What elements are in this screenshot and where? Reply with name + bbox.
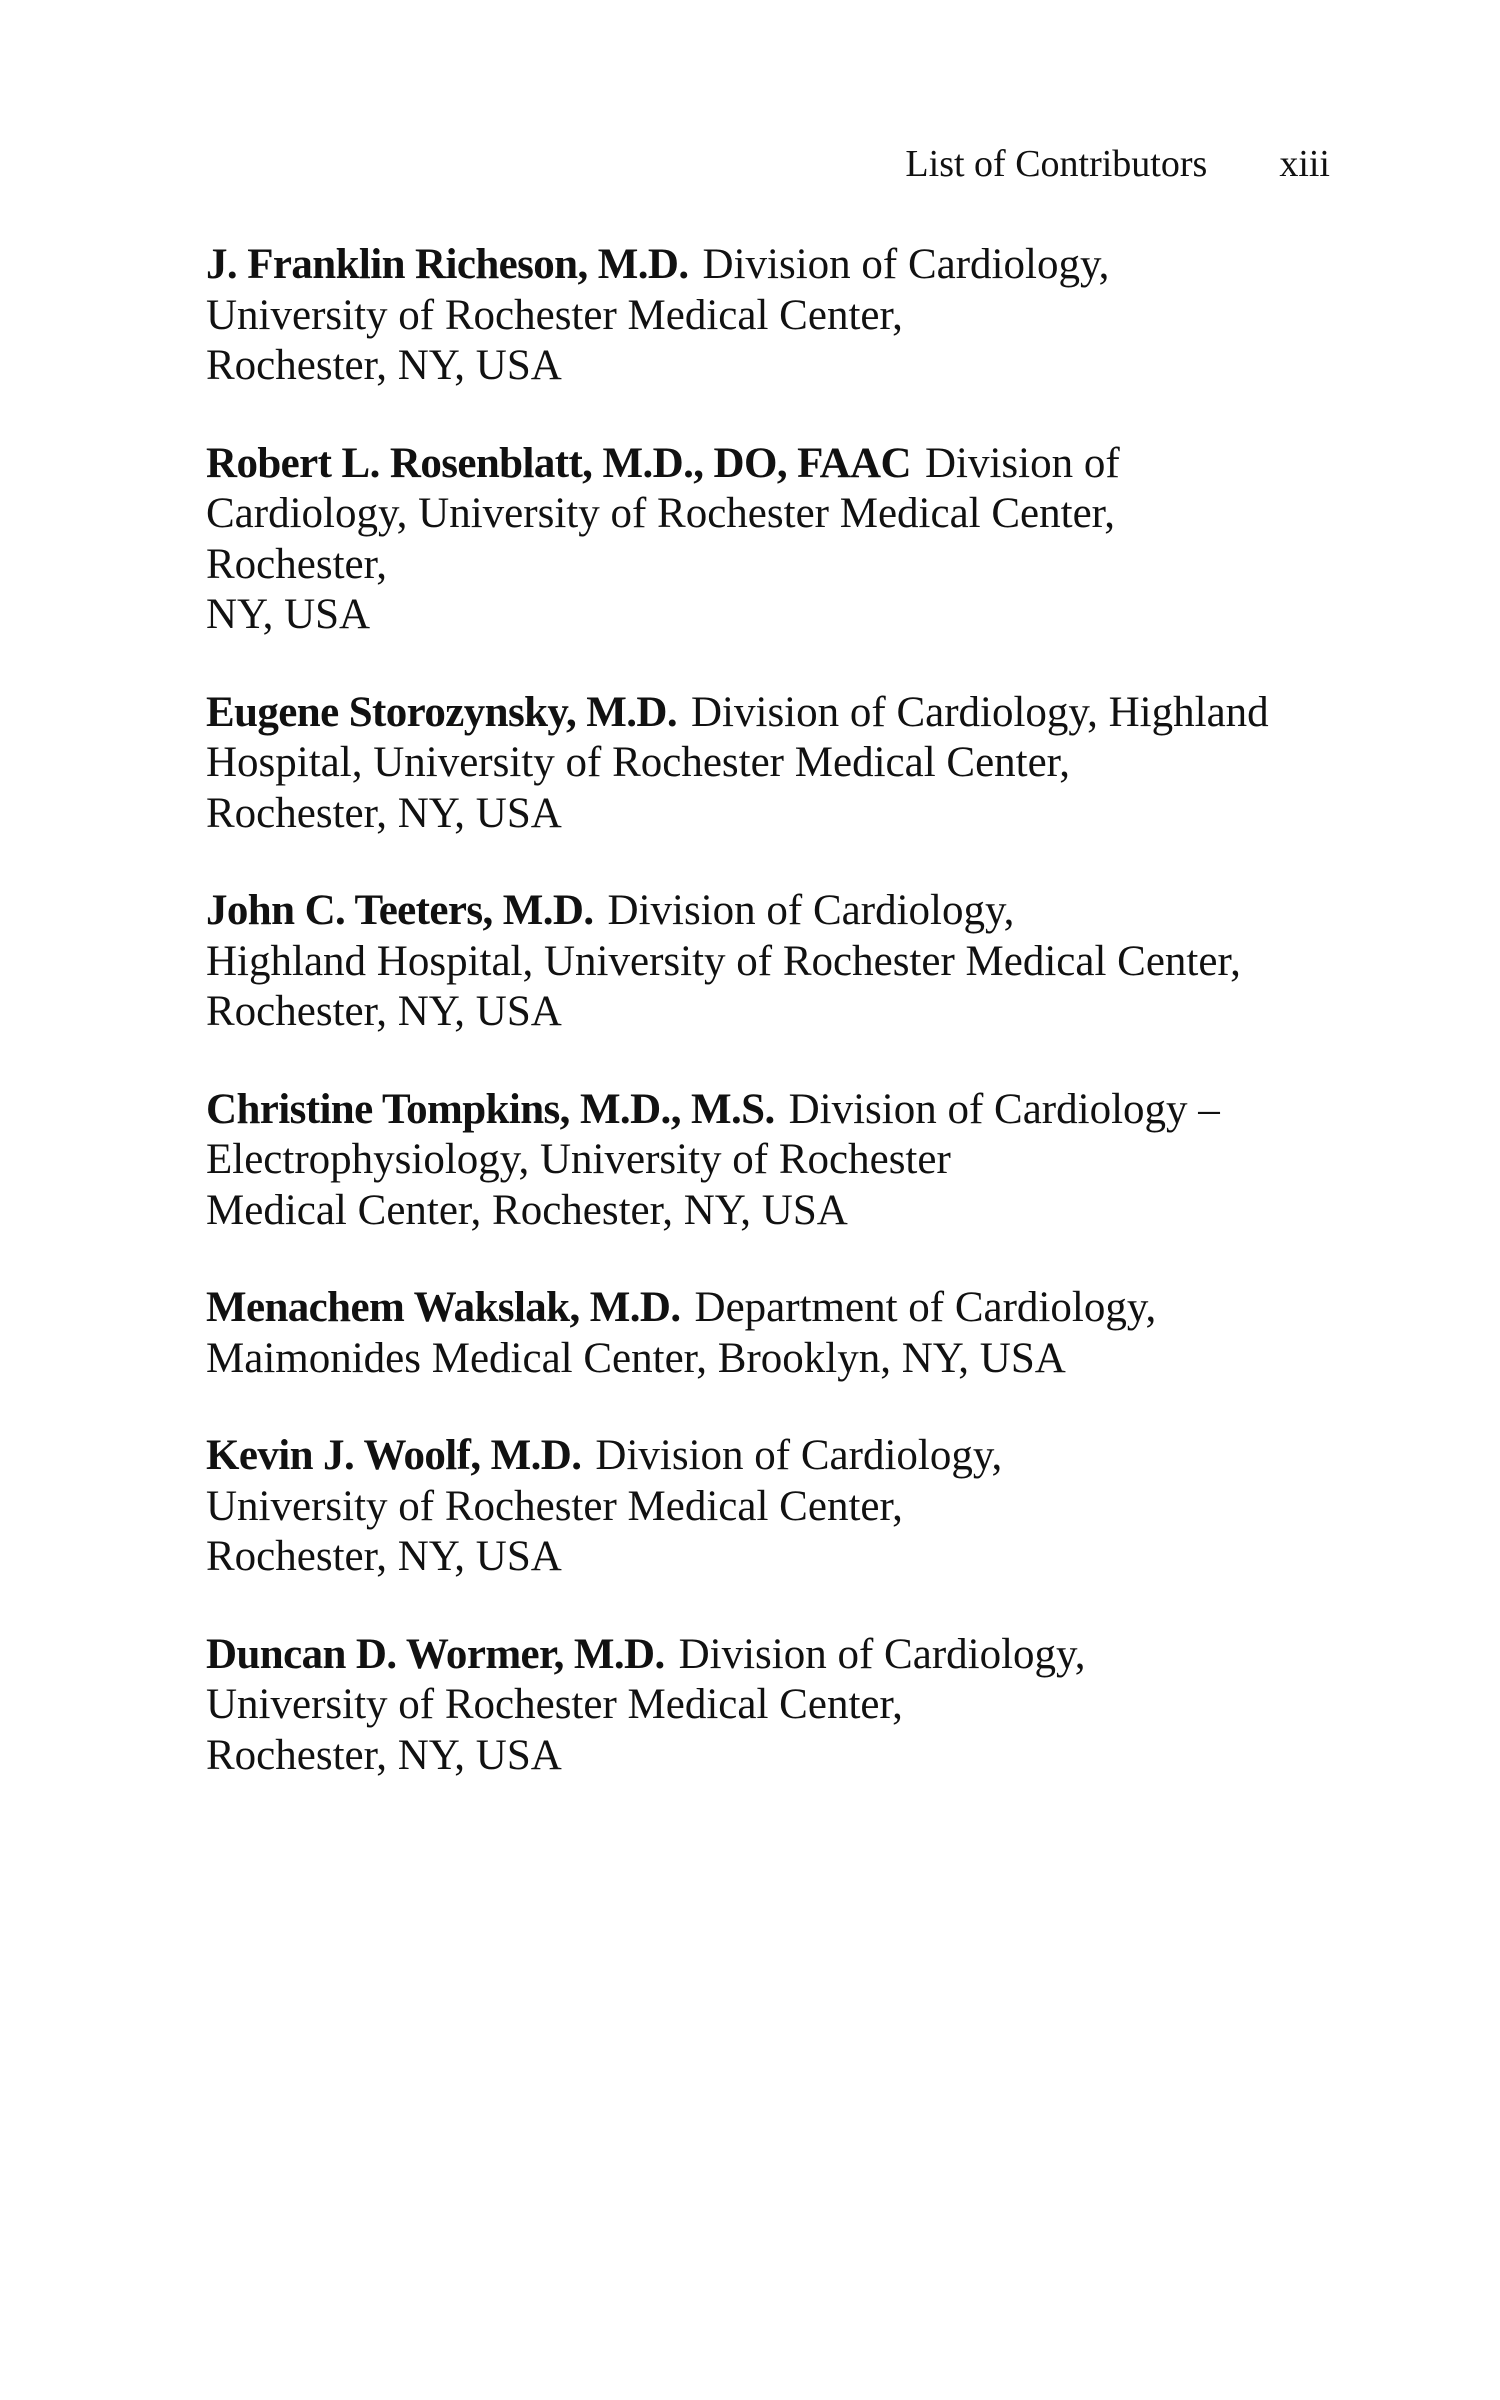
page-number: xiii [1279,143,1330,185]
contributor-name: John C. Teeters, M.D. [206,887,594,934]
affiliation-line: Rochester, [206,540,387,588]
affiliation-line: NY, USA [206,591,371,638]
affiliation-line: Division of Cardiology, Highland [691,688,1269,736]
affiliation-line: Highland Hospital, University of Rochester Medical Center, [206,937,1241,985]
affiliation-line: Rochester, NY, USA [206,988,562,1035]
affiliation-line: Medical Center, Rochester, NY, USA [206,1186,848,1234]
contributor-entry [206,240,1336,392]
affiliation-line: Rochester, NY, USA [206,1731,562,1779]
contributor-entry [206,1085,1336,1237]
affiliation-line: Cardiology, University of Rochester Medical Center, [206,490,1116,537]
affiliation-line: University of Rochester Medical Center, [206,291,903,339]
contributor-entry [206,886,1336,1038]
affiliation-line: Maimonides Medical Center, Brooklyn, NY, USA [206,1334,1066,1382]
affiliation-line: Division of [924,439,1120,487]
contributor-name: J. Franklin Richeson, M.D. [206,241,689,288]
affiliation-line: Division of Cardiology, [607,887,1015,934]
contributor-entry [206,1630,1336,1782]
affiliation-line: Division of Cardiology, [702,241,1110,288]
contributor-name: Christine Tompkins, M.D., M.S. [206,1085,775,1133]
contributor-entry [206,688,1336,840]
affiliation-line: Division of Cardiology, [595,1432,1003,1479]
contributor-name: Kevin J. Woolf, M.D. [206,1432,582,1479]
affiliation-line: Hospital, University of Rochester Medical Center, [206,739,1071,786]
affiliation-line: Division of Cardiology – [788,1085,1220,1133]
contributor-name: Duncan D. Wormer, M.D. [206,1630,665,1678]
contributor-entry [206,439,1336,641]
affiliation-line: University of Rochester Medical Center, [206,1482,903,1530]
contributor-name: Robert L. Rosenblatt, M.D., DO, FAAC [206,439,911,487]
contributor-name: Eugene Storozynsky, M.D. [206,688,677,736]
affiliation-line: Division of Cardiology, [678,1630,1086,1678]
affiliation-line: Department of Cardiology, [694,1284,1157,1331]
affiliation-line: Electrophysiology, University of Rochester [206,1136,951,1183]
contributor-list [206,240,1336,1828]
contributor-entry [206,1283,1336,1384]
section-title: List of Contributors [905,143,1208,185]
affiliation-line: Rochester, NY, USA [206,789,562,837]
affiliation-line: Rochester, NY, USA [206,1533,562,1580]
contributor-entry [206,1431,1336,1583]
contributor-name: Menachem Wakslak, M.D. [206,1284,681,1331]
affiliation-line: University of Rochester Medical Center, [206,1681,903,1728]
running-header [905,140,1330,188]
affiliation-line: Rochester, NY, USA [206,342,562,389]
